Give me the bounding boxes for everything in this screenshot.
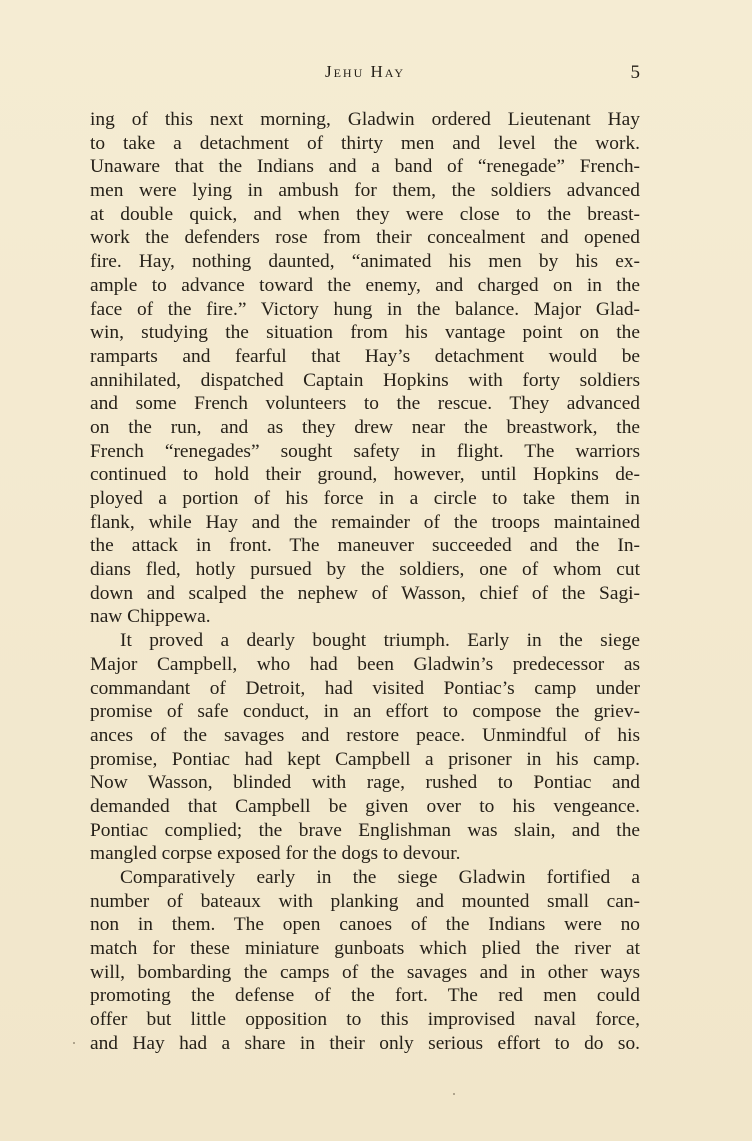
text-line: promoting the defense of the fort. The red men could — [90, 985, 640, 1007]
text-line: face of the fire.” Victory hung in the balance. Major Glad- — [90, 298, 640, 320]
body-text — [90, 108, 640, 1056]
paragraph — [90, 108, 640, 629]
text-line: promise, Pontiac had kept Campbell a prisoner in his camp. — [90, 748, 640, 770]
text-line: men were lying in ambush for them, the soldiers advanced — [90, 180, 640, 202]
text-line: ances of the savages and restore peace. Unmindful of his — [90, 724, 640, 746]
text-line: French “renegades” sought safety in flight. The warriors — [90, 440, 640, 462]
text-line: and Hay had a share in their only serious effort to do so. — [90, 1032, 640, 1054]
text-line: Now Wasson, blinded with rage, rushed to Pontiac and — [90, 772, 640, 794]
text-line: ample to advance toward the enemy, and charged on in the — [90, 274, 640, 296]
paper-speck — [453, 1093, 455, 1095]
text-line: naw Chippewa. — [90, 606, 211, 628]
text-line: down and scalped the nephew of Wasson, chief of the Sagi- — [90, 582, 640, 604]
text-line: the attack in front. The maneuver succeeded and the In- — [90, 535, 640, 557]
running-head — [90, 62, 640, 86]
text-line: ing of this next morning, Gladwin ordered Lieutenant Hay — [90, 109, 640, 130]
page-number: 5 — [630, 62, 640, 83]
text-line: Unaware that the Indians and a band of “renegade” French- — [90, 156, 640, 178]
text-line: match for these miniature gunboats which plied the river at — [90, 938, 640, 960]
text-line: continued to hold their ground, however, until Hopkins de- — [90, 464, 640, 486]
text-line: It proved a dearly bought triumph. Early in the siege — [120, 630, 640, 652]
text-line: will, bombarding the camps of the savages and in other ways — [90, 961, 640, 983]
text-line: promise of safe conduct, in an effort to compose the griev- — [90, 701, 640, 723]
text-line: demanded that Campbell be given over to his vengeance. — [90, 795, 640, 817]
text-line: offer but little opposition to this improvised naval force, — [90, 1009, 640, 1031]
text-line: non in them. The open canoes of the Indians were no — [90, 914, 640, 936]
text-line: and some French volunteers to the rescue. They advanced — [90, 393, 640, 415]
text-line: mangled corpse exposed for the dogs to devour. — [90, 843, 461, 865]
text-line: at double quick, and when they were close to the breast- — [90, 203, 640, 225]
text-line: Pontiac complied; the brave Englishman was slain, and the — [90, 819, 640, 841]
text-line: ramparts and fearful that Hay’s detachment would be — [90, 345, 640, 367]
paragraph — [90, 629, 640, 866]
text-line: number of bateaux with planking and mounted small can- — [90, 890, 640, 912]
text-line: ployed a portion of his force in a circle to take them in — [90, 488, 640, 509]
text-line: fire. Hay, nothing daunted, “animated his men by his ex- — [90, 251, 640, 273]
text-line: to take a detachment of thirty men and level the work. — [90, 132, 640, 154]
paragraph — [90, 866, 640, 1056]
paper-speck — [73, 1042, 75, 1044]
text-line: dians fled, hotly pursued by the soldiers, one of whom cut — [90, 559, 640, 581]
text-line: win, studying the situation from his vantage point on the — [90, 322, 640, 344]
text-line: work the defenders rose from their concealment and opened — [90, 227, 640, 249]
text-line: annihilated, dispatched Captain Hopkins with forty soldiers — [90, 369, 640, 391]
text-line: Comparatively early in the siege Gladwin fortified a — [120, 867, 640, 888]
text-line: Major Campbell, who had been Gladwin’s predecessor as — [90, 653, 640, 675]
text-line: on the run, and as they drew near the breastwork, the — [90, 416, 640, 438]
text-line: flank, while Hay and the remainder of the troops maintained — [90, 511, 640, 533]
running-title: Jehu Hay — [324, 62, 406, 81]
text-line: commandant of Detroit, had visited Pontiac’s camp under — [90, 677, 640, 699]
